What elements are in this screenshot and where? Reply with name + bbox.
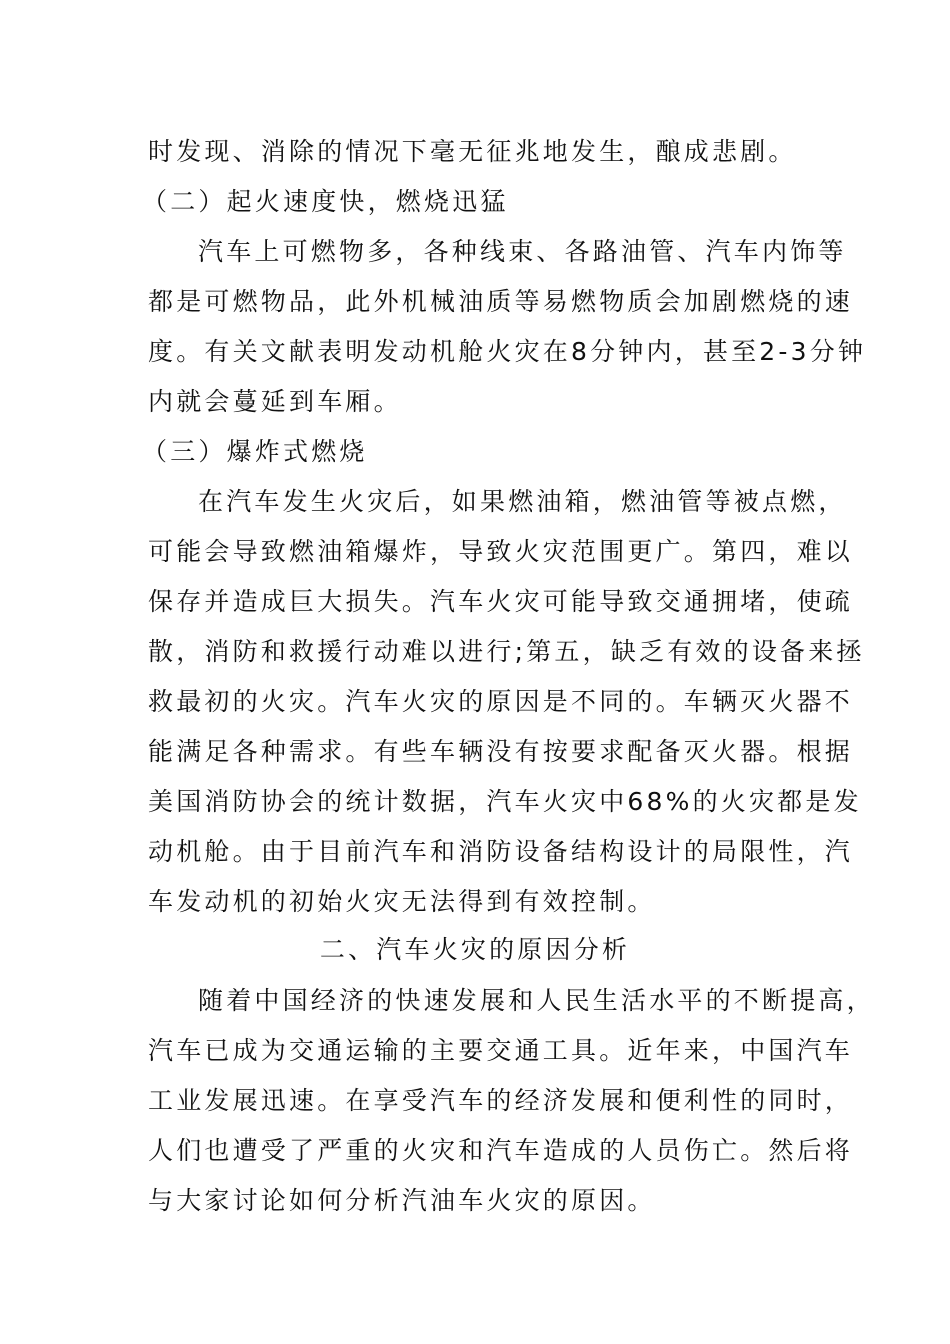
paragraph-line: 与大家讨论如何分析汽油车火灾的原因。 <box>148 1186 656 1215</box>
paragraph-line: 度。有关文献表明发动机舱火灾在8分钟内，甚至2-3分钟 <box>148 337 867 366</box>
paragraph-line: 可能会导致燃油箱爆炸，导致火灾范围更广。第四，难以 <box>148 537 854 566</box>
paragraph-line: 散，消防和救援行动难以进行;第五，缺乏有效的设备来拯 <box>148 637 865 666</box>
subheading-3: （三）爆炸式燃烧 <box>142 437 368 466</box>
section-heading: 二、汽车火灾的原因分析 <box>319 935 631 964</box>
paragraph-line: 动机舱。由于目前汽车和消防设备结构设计的局限性，汽 <box>148 837 854 866</box>
paragraph-line: 人们也遭受了严重的火灾和汽车造成的人员伤亡。然后将 <box>148 1136 854 1165</box>
paragraph-line: 随着中国经济的快速发展和人民生活水平的不断提高， <box>198 986 875 1015</box>
paragraph-line: 保存并造成巨大损失。汽车火灾可能导致交通拥堵，使疏 <box>148 587 854 616</box>
paragraph-line: 车发动机的初始火灾无法得到有效控制。 <box>148 887 656 916</box>
paragraph-line: 能满足各种需求。有些车辆没有按要求配备灭火器。根据 <box>148 737 854 766</box>
paragraph-line: 汽车上可燃物多，各种线束、各路油管、汽车内饰等 <box>198 237 847 266</box>
subheading-2: （二）起火速度快，燃烧迅猛 <box>142 187 509 216</box>
paragraph-line: 工业发展迅速。在享受汽车的经济发展和便利性的同时， <box>148 1086 854 1115</box>
paragraph-line: 在汽车发生火灾后，如果燃油箱，燃油管等被点燃， <box>198 487 847 516</box>
paragraph-line: 汽车已成为交通运输的主要交通工具。近年来，中国汽车 <box>148 1036 854 1065</box>
paragraph-line: 救最初的火灾。汽车火灾的原因是不同的。车辆灭火器不 <box>148 687 854 716</box>
paragraph-line: 都是可燃物品，此外机械油质等易燃物质会加剧燃烧的速 <box>148 287 854 316</box>
paragraph-line: 美国消防协会的统计数据，汽车火灾中68%的火灾都是发 <box>148 787 862 816</box>
paragraph-line: 内就会蔓延到车厢。 <box>148 387 402 416</box>
paragraph-line: 时发现、消除的情况下毫无征兆地发生，酿成悲剧。 <box>148 137 797 166</box>
